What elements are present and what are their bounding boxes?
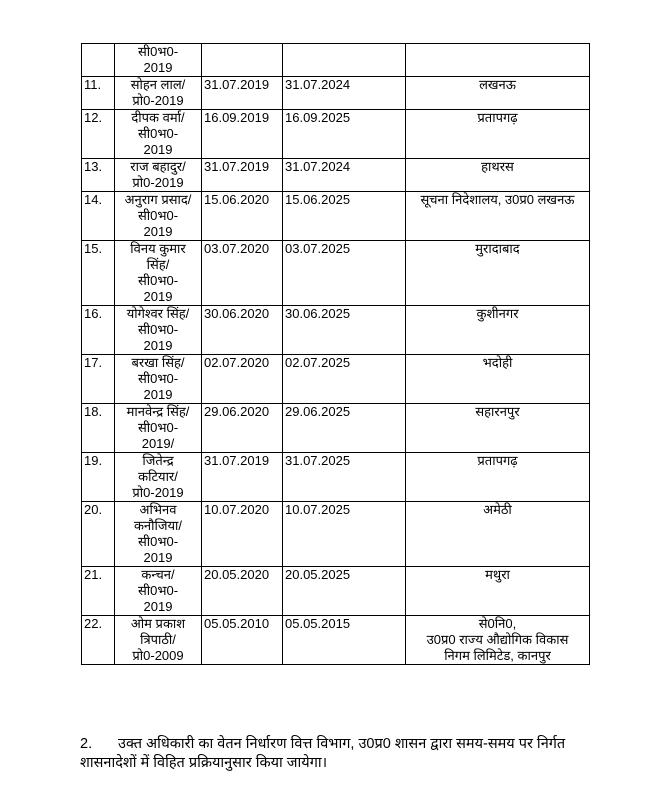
officer-name-line: विनय कुमार [130,241,186,256]
officer-name-line: सिंह/ [146,257,170,272]
officer-name-line: सी0भ0- [137,420,179,435]
joining-date-cell: 31.07.2019 [202,159,283,192]
officer-name-line: सी0भ0- [137,583,179,598]
table-row [82,567,590,616]
posting-place-line: सहारनपुर [475,404,520,419]
posting-place-line: से0नि0, [478,616,517,631]
joining-date-cell: 29.06.2020 [202,404,283,453]
posting-place-cell [406,44,590,77]
serial-number-cell: 15. [82,241,115,306]
officer-name-line: अभिनव [139,502,177,517]
joining-date-cell: 15.06.2020 [202,192,283,241]
officer-name-line: 2019/ [141,436,175,451]
officer-name-line: योगेश्वर सिंह/ [126,306,190,321]
officer-name-line: अनुराग प्रसाद/ [124,192,192,207]
posting-place-line: उ0प्र0 राज्य औद्योगिक विकास [426,632,569,647]
joining-date-cell: 03.07.2020 [202,241,283,306]
serial-number-cell: 11. [82,77,115,110]
posting-place-cell [406,355,590,404]
posting-place-line: प्रतापगढ़ [477,110,518,125]
end-date-cell: 31.07.2025 [283,453,406,502]
officer-name-line: जितेन्द्र [142,453,174,468]
officer-name-cell [115,306,202,355]
posting-place-cell [406,616,590,665]
officer-name-line: प्रो0-2019 [132,485,184,500]
paragraph-text: उक्त अधिकारी का वेतन निर्धारण वित्त विभाग, उ0प्र0 शासन द्वारा समय-समय पर निर्गत शासनादेशों में विहित प्रक्रियानुसार किया जायेगा। [80,736,566,771]
officer-name-line: दीपक वर्मा/ [131,110,185,125]
posting-place-line: कुशीनगर [476,306,519,321]
joining-date-cell: 31.07.2019 [202,453,283,502]
officer-name-line: 2019 [143,387,173,402]
table-row [82,502,590,567]
end-date-cell: 16.09.2025 [283,110,406,159]
officer-name-line: सी0भ0- [137,44,179,59]
officer-name-cell [115,404,202,453]
posting-place-line: मथुरा [485,567,510,582]
posting-place-line: सूचना निदेशालय, उ0प्र0 लखनऊ [420,192,575,207]
table-row [82,110,590,159]
table-row [82,77,590,110]
end-date-cell: 29.06.2025 [283,404,406,453]
officer-name-cell [115,567,202,616]
officer-name-line: 2019 [143,60,173,75]
serial-number-cell: 14. [82,192,115,241]
joining-date-cell: 02.07.2020 [202,355,283,404]
paragraph-number: 2. [80,736,93,752]
table-row [82,159,590,192]
end-date-cell: 31.07.2024 [283,159,406,192]
table-row [82,453,590,502]
officer-name-line: ओम प्रकाश [130,616,186,631]
serial-number-cell: 20. [82,502,115,567]
serial-number-cell: 21. [82,567,115,616]
serial-number-cell: 22. [82,616,115,665]
officer-name-line: सी0भ0- [137,208,179,223]
serial-number-cell: 12. [82,110,115,159]
end-date-cell: 02.07.2025 [283,355,406,404]
officer-name-line: सी0भ0- [137,322,179,337]
officer-name-cell [115,159,202,192]
serial-number-cell [82,44,115,77]
table-row [82,44,590,77]
officer-name-cell [115,616,202,665]
officer-name-cell [115,502,202,567]
officer-name-line: 2019 [143,289,173,304]
joining-date-cell: 30.06.2020 [202,306,283,355]
posting-place-cell [406,77,590,110]
officer-name-line: 2019 [143,142,173,157]
serial-number-cell: 18. [82,404,115,453]
table-row [82,616,590,665]
joining-date-cell: 20.05.2020 [202,567,283,616]
posting-place-cell [406,404,590,453]
officer-name-cell [115,192,202,241]
officer-name-cell [115,110,202,159]
posting-place-cell [406,241,590,306]
officer-name-line: सी0भ0- [137,371,179,386]
officer-name-line: सोहन लाल/ [130,77,186,92]
end-date-cell: 30.06.2025 [283,306,406,355]
officer-name-line: 2019 [143,599,173,614]
posting-place-cell [406,306,590,355]
officer-name-line: 2019 [143,338,173,353]
officer-name-line: राज बहादुर/ [130,159,186,174]
serial-number-cell: 13. [82,159,115,192]
paragraph-2 [80,735,590,773]
officer-name-cell [115,453,202,502]
posting-place-cell [406,502,590,567]
joining-date-cell: 05.05.2010 [202,616,283,665]
end-date-cell: 20.05.2025 [283,567,406,616]
serial-number-cell: 19. [82,453,115,502]
officer-name-line: सी0भ0- [137,273,179,288]
officer-name-line: कटियार/ [138,469,178,484]
joining-date-cell: 10.07.2020 [202,502,283,567]
officer-name-cell [115,44,202,77]
posting-place-line: अमेठी [483,502,512,517]
end-date-cell: 05.05.2015 [283,616,406,665]
posting-place-cell [406,567,590,616]
table-row [82,306,590,355]
officer-name-cell [115,77,202,110]
end-date-cell: 10.07.2025 [283,502,406,567]
officer-name-cell [115,355,202,404]
officer-name-line: त्रिपाठी/ [140,632,176,647]
posting-place-line: हाथरस [481,159,514,174]
posting-place-cell [406,192,590,241]
end-date-cell [283,44,406,77]
joining-date-cell: 16.09.2019 [202,110,283,159]
table-row [82,404,590,453]
table-row [82,192,590,241]
officer-name-line: प्रो0-2019 [132,175,184,190]
officer-name-line: बरखा सिंह/ [131,355,185,370]
officer-name-line: कनौजिया/ [133,518,183,533]
officer-name-line: कन्चन/ [141,567,175,582]
posting-place-cell [406,453,590,502]
officer-name-line: मानवेन्द्र सिंह/ [126,404,190,419]
posting-place-cell [406,159,590,192]
officer-name-line: प्रो0-2009 [132,648,184,663]
officer-name-line: प्रो0-2019 [132,93,184,108]
posting-place-line: लखनऊ [479,77,516,92]
end-date-cell: 31.07.2024 [283,77,406,110]
posting-place-line: भदोही [482,355,513,370]
joining-date-cell: 31.07.2019 [202,77,283,110]
table-row [82,241,590,306]
officer-name-line: 2019 [143,224,173,239]
officer-table [81,43,590,665]
end-date-cell: 03.07.2025 [283,241,406,306]
officer-name-cell [115,241,202,306]
posting-place-line: प्रतापगढ़ [477,453,518,468]
serial-number-cell: 16. [82,306,115,355]
end-date-cell: 15.06.2025 [283,192,406,241]
serial-number-cell: 17. [82,355,115,404]
posting-place-line: मुरादाबाद [475,241,520,256]
officer-name-line: सी0भ0- [137,126,179,141]
joining-date-cell [202,44,283,77]
officer-name-line: 2019 [143,550,173,565]
officer-name-line: सी0भ0- [137,534,179,549]
posting-place-cell [406,110,590,159]
posting-place-line: निगम लिमिटेड, कानपुर [444,648,551,663]
table-row [82,355,590,404]
